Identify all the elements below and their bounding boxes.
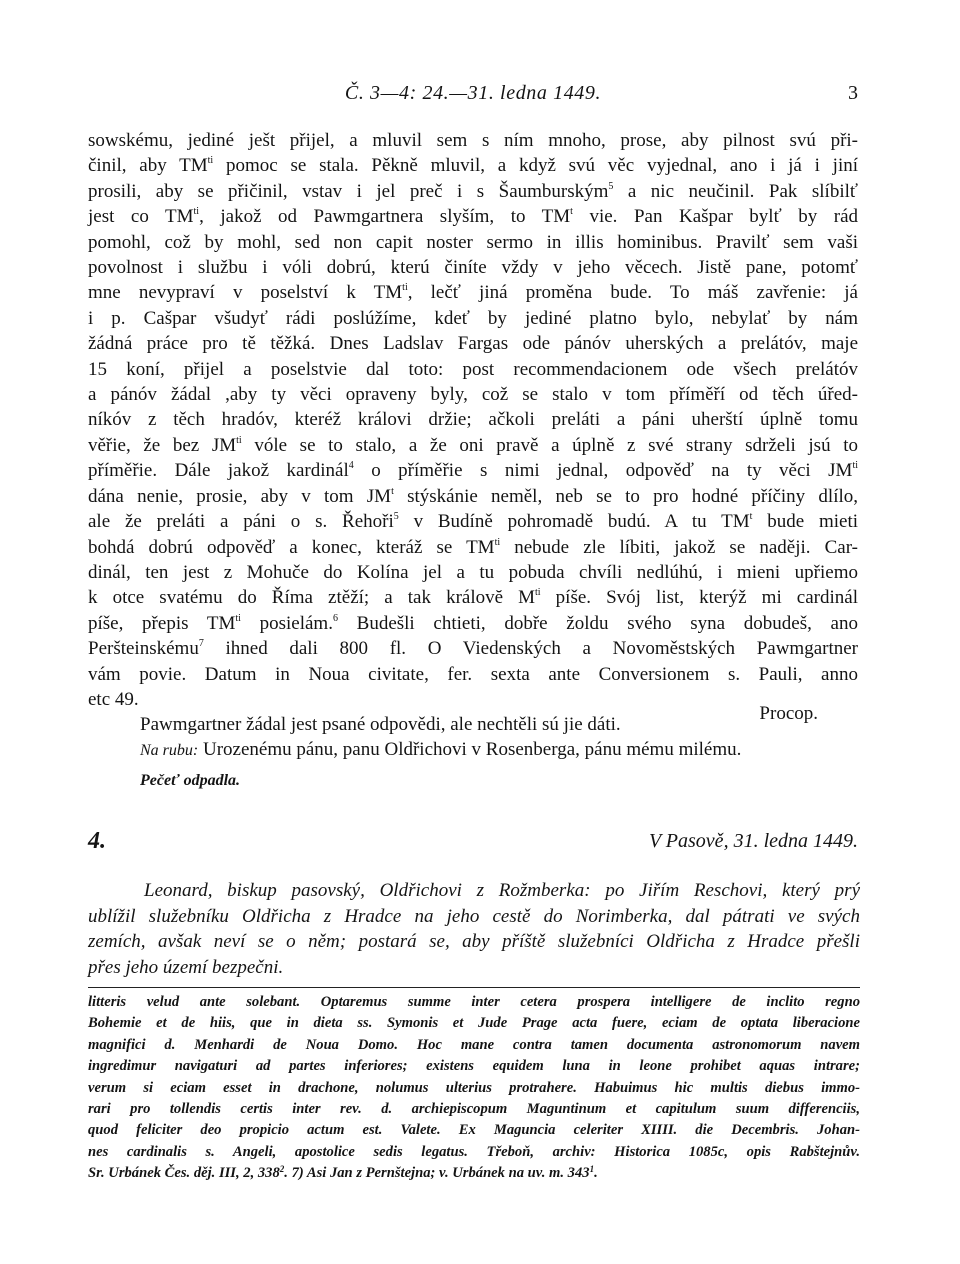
letter-line [88,433,858,458]
letter-text: o příměřie s nimi jednal, odpověď na ty věci JM [353,460,853,482]
letter-line [88,636,858,661]
letter-text: stýskánie neměl, neb se to pro hodné příčiny dlílo, [393,485,858,507]
letter-superscript: ti [852,460,859,472]
letter-line [88,230,858,255]
letter-text: žádná práce pro tě těžká. Dnes Ladslav Fargas ode pánóv uherských a prelátóv, maje [88,333,858,355]
letter-superscript: t [391,485,394,497]
footnote-text: magnifici d. Menhardi de Noua Domo. Hoc mane contra tamen documenta astronomorum navem [88,1036,860,1053]
letter-line [88,280,858,305]
letter-text: , jakož od Pawmgartnera slyším, to TM [199,206,571,228]
letter-text: pomohl, což by mohl, sed non capit noster sermo in illis hominibus. Pravilť sem vaši [88,231,858,253]
letter-line [88,382,858,407]
letter-superscript: ti [535,587,541,599]
letter-text: ihned dali 800 fl. O Viedenských a Novoměstských Pawmgartner [203,638,858,660]
footnote-line [88,1078,860,1099]
letter-text: a nic neučinil. Pak slíbilť [613,180,858,202]
regest-line: ublížil služebníku Oldřicha z Hradce na jeho cestě do Norimberka, dal pátrati ve svých [88,905,860,927]
letter-text: povolnost i službu i vóli dobrú, kterú činíte vždy v jeho věcech. Jistě pane, potomť [88,257,858,279]
letter-text: prosili, aby se přičinil, vstav i jel preč i s Šaumburským [88,180,609,202]
letter-text: 15 koní, přijel a poselstvie dal toto: post recommendacionem ode všech prelátóv [88,358,858,380]
letter-superscript: ti [235,612,241,624]
letter-line [88,357,858,382]
letter-text: píše, přepis TM [88,612,236,634]
signature: Procop. [759,702,818,724]
letter-line [88,306,858,331]
letter-text: příměřie. Dále jakož kardinál [88,460,349,482]
letter-superscript: ti [494,536,501,548]
regest-line: přes jeho území bezpečni. [88,956,284,978]
document-regest [88,878,860,980]
letter-text: bude mieti [752,511,859,533]
letter-text: věřie, že bez JM [88,434,237,456]
letter-line [88,128,858,153]
document-number: 4. [88,828,106,854]
letter-text: jest co TM [88,206,194,228]
note-address-text: Urozenému pánu, panu Oldřichovi v Rosenberga, pánu mému milému. [202,739,742,761]
letter-text: dinál, ten jest z Mohuče do Kolína jel a tu pobuda chvíli nedlúhú, i mieni upřiemo [88,561,858,583]
letter-text: i p. Cašpar všudyť rádi poslúžíme, kdeť by jediné platno bylo, nebylať by nám [88,307,858,329]
letter-text: mne nevypraví v poselství k TM [88,282,403,304]
letter-text: k otce svatému do Říma ztěží; a tak královĕ M [88,587,536,609]
letter-text: píše. Svój list, kterýž mi cardinál [540,587,858,609]
letter-line [88,204,858,229]
letter-text: pomoc se stala. Pěkně mluvil, a když svú věc vyjednal, ano i já i jiní [213,155,859,177]
letter-superscript: ti [207,155,214,167]
letter-text: vie. Pan Kašpar bylť by rád [572,206,859,228]
footnote-text: Sr. Urbánek Čes. děj. III, 2, 338 [88,1165,280,1182]
letter-text: posielám. [240,612,333,634]
footnote-superscript: 2 [279,1164,285,1175]
letter-superscript: 7 [198,638,204,650]
letter-text: Budešli chtieti, dobře žoldu svého syna dobudeš, ano [337,612,858,634]
footnote-line [88,1120,860,1141]
letter-text: sowskému, jediné ješt přijel, a mluvil sem s ním mnoho, prose, aby pilnost svú při- [88,130,858,151]
seal-note: Pečeť odpadla. [140,771,241,789]
letter-line [88,484,858,509]
letter-text: v Budíně pohromadě budú. A tu TM [398,511,750,533]
letter-line [88,179,858,204]
document-heading [88,828,858,856]
regest-line: Leonard, biskup pasovský, Oldřichovi z Rožmberka: po Jiřím Reschovi, který prý [144,880,860,901]
letter-text: , lečť jiná proměna bude. To máš zavřenie: já [407,282,858,304]
letter-line [88,611,858,636]
footnote-text: Bohemie et de hiis, que in dieta ss. Symonis et Jude Prage acta fuere, eciam de optata liberacione [88,1015,860,1032]
letter-text: bohdá dobrú odpověď a konec, kteráž se TM [88,536,495,558]
letter-text: a pánóv žádal ,aby ty věci opraveny byly, což se stalo v tom příměří od těch úřed- [88,384,858,406]
footnote-text: . [594,1165,598,1182]
letter-superscript: 6 [332,612,338,624]
footnote-text: litteris velud ante solebant. Optaremus summe inter cetera prospera intelligere de inclito regno [88,994,860,1010]
letter-line [88,407,858,432]
footnote-line [88,1013,860,1034]
letter-superscript: 5 [393,511,399,523]
letter-text: ale že preláti a páni o s. Řehoři [88,511,394,533]
letter-line [88,255,858,280]
footnote-text: ingredimur navigaturi ad partes inferiores; existens equidem luna in leone prohibet aquas intrare; [88,1058,860,1075]
footnote-divider [88,987,860,988]
footnote-line [88,1035,860,1056]
closing-year: etc 49. [88,688,139,710]
footnotes [88,992,860,1185]
footnote-text: quod feliciter deo propicio actum est. Valete. Ex Maguncia celeriter XIIII. die Decembris. Johan- [88,1122,860,1139]
footnote-line [88,992,860,1013]
letter-text: nebude zle líbiti, jakož se naději. Car- [500,536,859,558]
document-place-date: V Pasově, 31. ledna 1449. [648,830,858,852]
letter-text: níkóv z těch hradóv, kteréž královi držie; ačkoli preláti a páni uherští úplně tomu [88,409,858,431]
letter-line [88,153,858,178]
letter-line [88,509,858,534]
footnote-text: verum si eciam esset in drachone, nolumus ulterius protrahere. Habuimus hic multis diebus immo- [88,1079,860,1096]
letter-line [88,662,858,687]
letter-superscript: t [570,206,573,218]
footnote-text: . 7) Asi Jan z Pernštejna; v. Urbánek na uv. m. 343 [284,1165,590,1182]
note-address [140,737,860,763]
regest-line: zemích, avšak neví se o něm; postará se, aby příště služebníci Oldřicha z Hradce přešli [88,931,860,952]
running-title: Č. 3—4: 24.—31. ledna 1449. [344,82,602,104]
footnote-text: rari pro tollendis certis inter rev. d. archiepiscopum Maguntinum et capitulum suum differenciis, [88,1101,860,1118]
letter-superscript: ti [193,206,200,218]
letter-line [88,535,858,560]
footnote-line [88,1142,860,1163]
letter-text [88,128,858,733]
page-number: 3 [848,82,858,104]
footnote-line [88,1099,860,1120]
footnote-text: nes cardinalis s. Angeli, apostolice sedis legatus. Třeboň, archiv: Historica 1085c, opis Rabštejnův. [88,1143,860,1160]
letter-line [88,458,858,483]
letter-text: dána nenie, prosie, aby v tom JM [88,485,392,507]
note-label: Na rubu: [140,742,199,760]
footnote-line [88,1163,860,1184]
footnote-superscript: 1 [589,1164,595,1175]
letter-text: vóle se to stalo, a že oni pravě a úplně z své strany sdrželi jsú to [241,434,858,456]
page-header [88,82,858,108]
letter-superscript: t [749,511,753,523]
letter-text: vám povie. Datum in Noua civitate, fer. sexta ante Conversionem s. Pauli, anno [88,663,858,685]
footnote-line [88,1056,860,1077]
letter-line [88,331,858,356]
letter-superscript: 5 [608,180,614,192]
letter-text: činil, aby TM [88,155,208,177]
letter-superscript: ti [402,282,408,294]
letter-line [88,560,858,585]
letter-lines [88,128,858,687]
note-reply: Pawmgartner žádal jest psané odpovědi, ale nechtěli sú jie dáti. [140,714,621,735]
letter-superscript: 4 [348,460,354,472]
archival-notes [140,712,860,793]
letter-line [88,585,858,610]
letter-text: Peršteinskému [88,638,199,660]
letter-superscript: ti [236,434,242,446]
